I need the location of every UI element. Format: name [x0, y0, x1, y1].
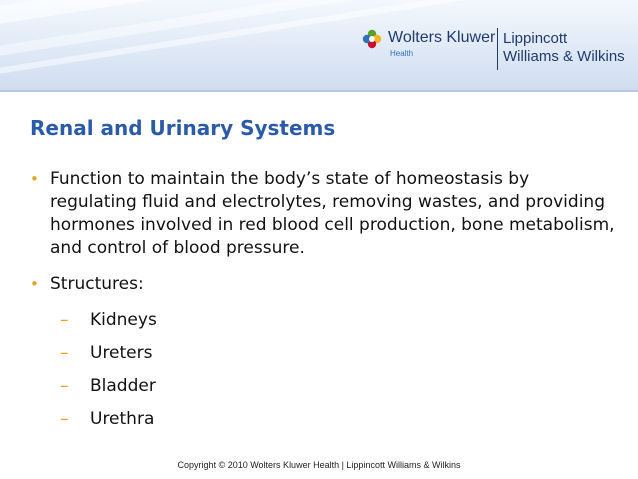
sub-bullet-dash: – — [60, 376, 69, 396]
sub-bullet-item — [60, 342, 620, 365]
sub-bullet-dash: – — [60, 409, 69, 429]
sub-bullet-item — [60, 375, 620, 398]
bullet-text: Function to maintain the body’s state of homeostasis by regulating fluid and electrolytes, removing wastes, and providing hormones involved in red blood cell production, bone metabolism, and control of blood pressure. — [50, 169, 615, 258]
publisher-name-line2: Williams & Wilkins — [503, 48, 625, 65]
brand-name: Wolters Kluwer — [388, 29, 496, 46]
sub-bullet-text: Ureters — [90, 343, 153, 363]
wolters-kluwer-logo-icon — [362, 29, 382, 49]
sub-bullet-text: Urethra — [90, 409, 155, 429]
bullet-dot: • — [30, 170, 39, 188]
brand-subtitle: Health — [390, 49, 414, 58]
bullet-item — [30, 273, 620, 296]
copyright-footer: Copyright © 2010 Wolters Kluwer Health | Lippincott Williams & Wilkins — [177, 460, 461, 470]
sub-bullet-item — [60, 309, 620, 332]
sub-bullet-text: Bladder — [90, 376, 156, 396]
header-divider — [0, 90, 638, 92]
slide-header-banner — [0, 0, 638, 92]
slide-content — [30, 168, 620, 441]
slide-title: Renal and Urinary Systems — [30, 116, 336, 140]
sub-bullet-dash: – — [60, 343, 69, 363]
sub-bullet-item — [60, 408, 620, 431]
bullet-text: Structures: — [50, 274, 144, 294]
publisher-name-line1: Lippincott — [503, 30, 568, 47]
logo-divider — [497, 28, 498, 70]
bullet-item — [30, 168, 620, 260]
sub-bullet-text: Kidneys — [90, 310, 157, 330]
sub-bullet-dash: – — [60, 310, 69, 330]
bullet-dot: • — [30, 275, 39, 293]
